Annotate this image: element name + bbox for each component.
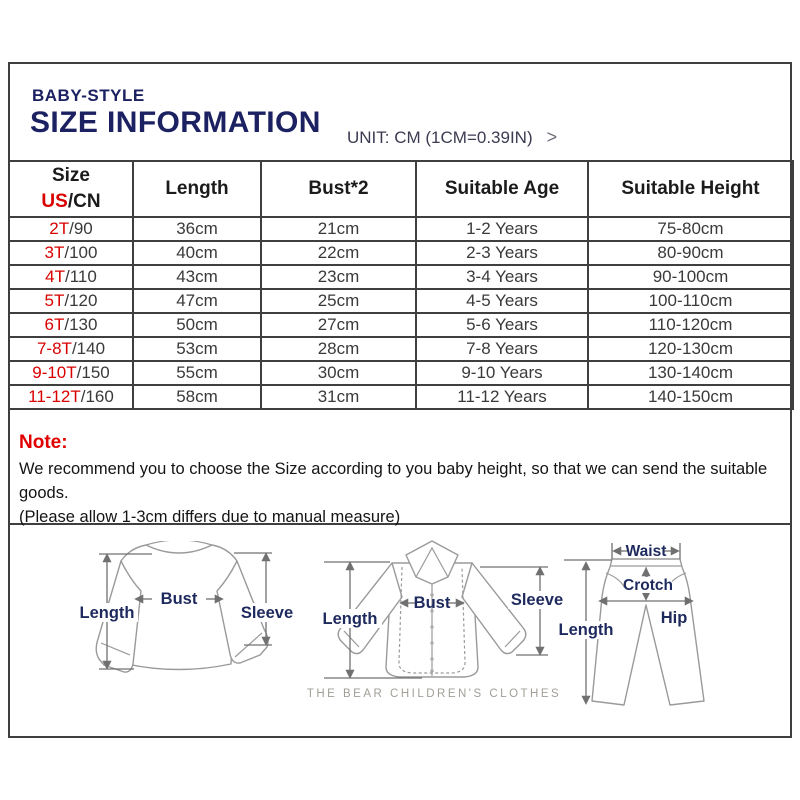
bust-cell: 22cm [261,241,416,265]
table-row [9,241,793,265]
size-us-label: US [41,191,68,212]
height-cell: 100-110cm [588,289,793,313]
table-row [9,313,793,337]
table-row [9,337,793,361]
size-cell: 4T/110 [9,265,133,289]
unit-note: UNIT: CM (1CM=0.39IN) [347,127,533,147]
bust-cell: 25cm [261,289,416,313]
note-line-2: (Please allow 1-3cm differs due to manual measure) [19,508,401,526]
size-cn-label: /CN [67,191,101,212]
size-cell: 6T/130 [9,313,133,337]
height-cell: 110-120cm [588,313,793,337]
note-section [10,428,790,525]
note-label: Note: [19,432,68,453]
length-cell: 55cm [133,361,261,385]
height-cell: 140-150cm [588,385,793,409]
pants-crotch-label: Crotch [623,577,673,594]
size-cell: 11-12T/160 [9,385,133,409]
brand-name: BABY-STYLE [32,86,145,105]
age-cell: 1-2 Years [416,217,588,241]
bust-cell: 27cm [261,313,416,337]
length-cell: 58cm [133,385,261,409]
length-cell: 36cm [133,217,261,241]
content-frame [8,62,792,738]
sweater-length-label: Length [79,604,135,622]
pants-waist-label: Waist [625,543,667,560]
age-cell: 3-4 Years [416,265,588,289]
unit-row [347,127,557,148]
length-cell: 40cm [133,241,261,265]
sweater-sleeve-label: Sleeve [240,604,294,622]
note-line-1: We recommend you to choose the Size according to you baby height, so that we can send the suitable goods. [19,460,768,502]
bust-cell: 21cm [261,217,416,241]
col-header-height: Suitable Height [588,161,793,217]
shirt-length-label: Length [322,610,378,628]
col-header-age: Suitable Age [416,161,588,217]
size-us-cn-label [10,189,132,215]
col-header-length: Length [133,161,261,217]
length-cell: 47cm [133,289,261,313]
sweater-bust-label: Bust [160,590,198,608]
age-cell: 7-8 Years [416,337,588,361]
table-row [9,289,793,313]
length-cell: 50cm [133,313,261,337]
age-cell: 11-12 Years [416,385,588,409]
bust-cell: 28cm [261,337,416,361]
sweater-diagram [54,541,314,676]
measurement-diagrams [10,525,790,736]
bust-cell: 31cm [261,385,416,409]
size-cell: 7-8T/140 [9,337,133,361]
length-cell: 43cm [133,265,261,289]
col-header-bust: Bust*2 [261,161,416,217]
bust-cell: 30cm [261,361,416,385]
size-cell: 5T/120 [9,289,133,313]
table-row [9,361,793,385]
height-cell: 120-130cm [588,337,793,361]
height-cell: 90-100cm [588,265,793,289]
table-row [9,217,793,241]
size-cell: 9-10T/150 [9,361,133,385]
shirt-bust-label: Bust [413,594,451,612]
table-row [9,265,793,289]
height-cell: 80-90cm [588,241,793,265]
size-cell: 2T/90 [9,217,133,241]
bust-cell: 23cm [261,265,416,289]
diagram-caption: THE BEAR CHILDREN'S CLOTHES [306,688,562,700]
chevron-right-icon: > [546,127,558,147]
size-cell: 3T/100 [9,241,133,265]
pants-diagram [550,539,768,713]
table-header-row [9,161,793,217]
size-label: Size [51,165,91,187]
page-title: SIZE INFORMATION [30,106,321,139]
age-cell: 2-3 Years [416,241,588,265]
size-table [8,160,794,410]
table-row [9,385,793,409]
pants-length-label: Length [558,621,614,639]
pants-hip-label: Hip [660,609,688,627]
height-cell: 75-80cm [588,217,793,241]
length-cell: 53cm [133,337,261,361]
shirt-diagram [302,539,566,681]
col-header-size [9,161,133,217]
age-cell: 5-6 Years [416,313,588,337]
age-cell: 9-10 Years [416,361,588,385]
height-cell: 130-140cm [588,361,793,385]
shirt-sleeve-label: Sleeve [510,591,564,609]
age-cell: 4-5 Years [416,289,588,313]
